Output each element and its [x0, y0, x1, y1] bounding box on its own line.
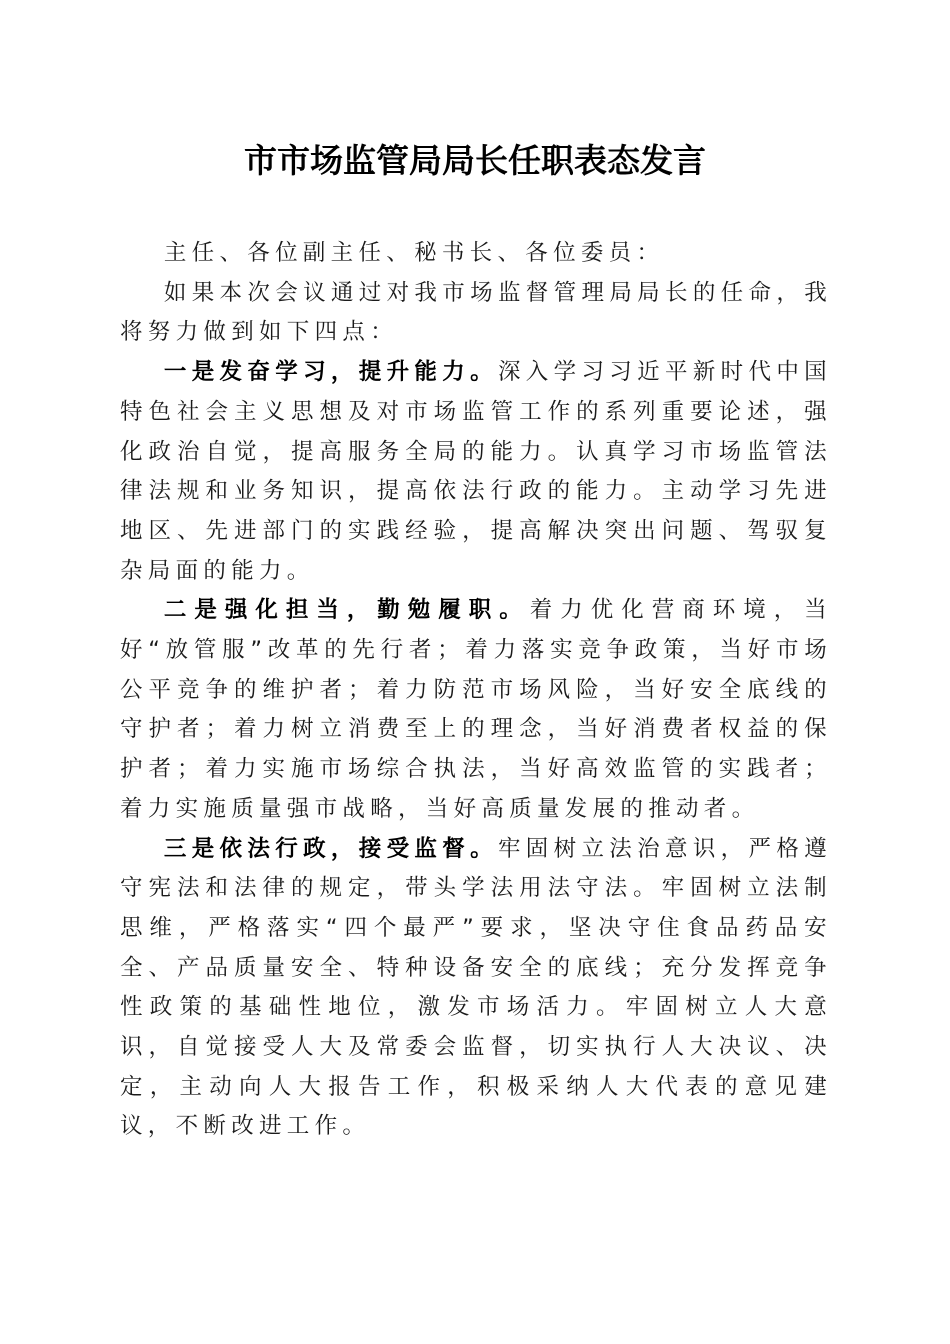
intro-paragraph: 如果本次会议通过对我市场监督管理局局长的任命，我将努力做到如下四点： [120, 279, 832, 346]
section-paragraph-2 [120, 591, 832, 829]
section-body-1: 深入学习习近平新时代中国特色社会主义思想及对市场监管工作的系列重要论述，强化政治自觉，提高服务全局的能力。认真学习市场监管法律法规和业务知识，提高依法行政的能力。主动学习先进地区、先进部门的实践经验，提高解决突出问题、驾驭复杂局面的能力。 [120, 359, 832, 584]
section-paragraph-3 [120, 830, 832, 1148]
document-title: 市市场监管局局长任职表态发言 [244, 141, 706, 180]
section-body-2: 着力优化营商环境，当好“放管服”改革的先行者；着力落实竞争政策，当好市场公平竞争的维护者；着力防范市场风险，当好安全底线的守护者；着力树立消费至上的理念，当好消费者权益的保护者；着力实施市场综合执法，当好高效监管的实践者；着力实施质量强市战略，当好高质量发展的推动者。 [120, 597, 832, 822]
document-body [120, 234, 832, 1147]
section-heading-2: 二是强化担当，勤勉履职。 [163, 597, 530, 624]
section-paragraph-1 [120, 353, 832, 591]
section-heading-3: 三是依法行政，接受监督。 [163, 835, 498, 862]
section-body-3: 牢固树立法治意识，严格遵守宪法和法律的规定，带头学法用法守法。牢固树立法制思维，严格落实“四个最严”要求，坚决守住食品药品安全、产品质量安全、特种设备安全的底线；充分发挥竞争性政策的基础性地位，激发市场活力。牢固树立人大意识，自觉接受人大及常委会监督，切实执行人大决议、决定，主动向人大报告工作，积极采纳人大代表的意见建议，不断改进工作。 [120, 835, 832, 1140]
section-heading-1: 一是发奋学习，提升能力。 [163, 359, 498, 386]
salutation-paragraph: 主任、各位副主任、秘书长、各位委员： [163, 240, 665, 266]
